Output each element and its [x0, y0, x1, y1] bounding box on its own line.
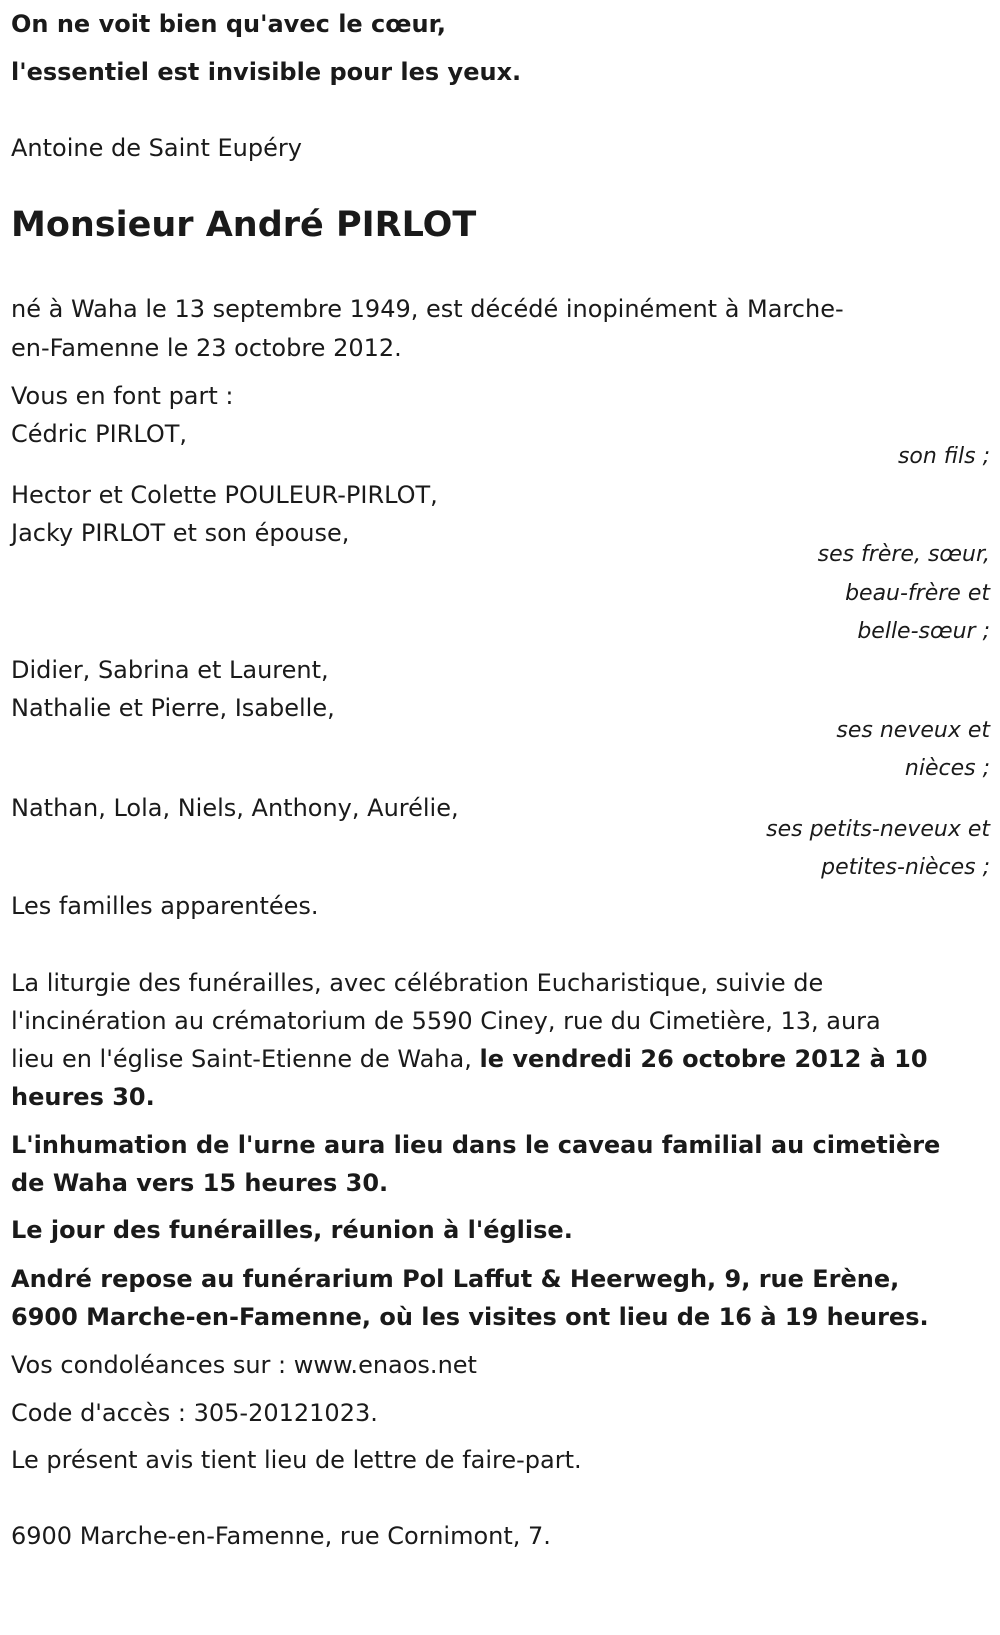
- access-code: Code d'accès : 305-20121023.: [11, 1399, 378, 1427]
- deceased-name: Monsieur André PIRLOT: [11, 205, 477, 245]
- ceremony-time: heures 30.: [11, 1083, 155, 1111]
- family-relation: nièces ;: [904, 756, 990, 781]
- family-address: 6900 Marche-en-Famenne, rue Cornimont, 7.: [11, 1522, 551, 1550]
- family-relation: son fils ;: [897, 444, 990, 469]
- ceremony-line-1: La liturgie des funérailles, avec célébration Eucharistique, suivie de: [11, 969, 824, 997]
- family-name: Nathan, Lola, Niels, Anthony, Aurélie,: [11, 794, 459, 822]
- family-name: Jacky PIRLOT et son épouse,: [11, 519, 350, 547]
- condolences-line: Vos condoléances sur : www.enaos.net: [11, 1351, 477, 1379]
- family-relation: beau-frère et: [845, 581, 990, 606]
- family-relation: ses frère, sœur,: [817, 542, 990, 567]
- family-name: Hector et Colette POULEUR-PIRLOT,: [11, 481, 438, 509]
- quote-author: Antoine de Saint Eupéry: [11, 134, 302, 162]
- family-name: Didier, Sabrina et Laurent,: [11, 656, 329, 684]
- quote-line-2: l'essentiel est invisible pour les yeux.: [11, 58, 522, 86]
- notice-line: Le présent avis tient lieu de lettre de faire-part.: [11, 1446, 582, 1474]
- family-closing: Les familles apparentées.: [11, 892, 319, 920]
- family-relation: ses petits-neveux et: [766, 817, 990, 842]
- ceremony-place: lieu en l'église Saint-Etienne de Waha,: [11, 1045, 480, 1073]
- ceremony-line-3: [11, 1039, 928, 1079]
- family-name: Nathalie et Pierre, Isabelle,: [11, 694, 335, 722]
- rest-line-2: 6900 Marche-en-Famenne, où les visites ont lieu de 16 à 19 heures.: [11, 1303, 929, 1331]
- family-intro: Vous en font part :: [11, 382, 234, 410]
- family-relation: belle-sœur ;: [857, 619, 990, 644]
- quote-line-1: On ne voit bien qu'avec le cœur,: [11, 10, 447, 38]
- ceremony-line-2: l'incinération au crématorium de 5590 Ciney, rue du Cimetière, 13, aura: [11, 1007, 881, 1035]
- inhumation-line-2: de Waha vers 15 heures 30.: [11, 1169, 389, 1197]
- family-relation: petites-nièces ;: [821, 855, 990, 880]
- family-name: Cédric PIRLOT,: [11, 420, 188, 448]
- family-relation: ses neveux et: [836, 718, 990, 743]
- bio-line-2: en-Famenne le 23 octobre 2012.: [11, 334, 402, 362]
- rest-line-1: André repose au funérarium Pol Laffut & Heerwegh, 9, rue Erène,: [11, 1265, 900, 1293]
- bio-line-1: né à Waha le 13 septembre 1949, est décédé inopinément à Marche-: [11, 295, 844, 323]
- ceremony-date: le vendredi 26 octobre 2012 à 10: [479, 1045, 928, 1073]
- inhumation-line-1: L'inhumation de l'urne aura lieu dans le caveau familial au cimetière: [11, 1131, 941, 1159]
- meeting-note: Le jour des funérailles, réunion à l'église.: [11, 1216, 573, 1244]
